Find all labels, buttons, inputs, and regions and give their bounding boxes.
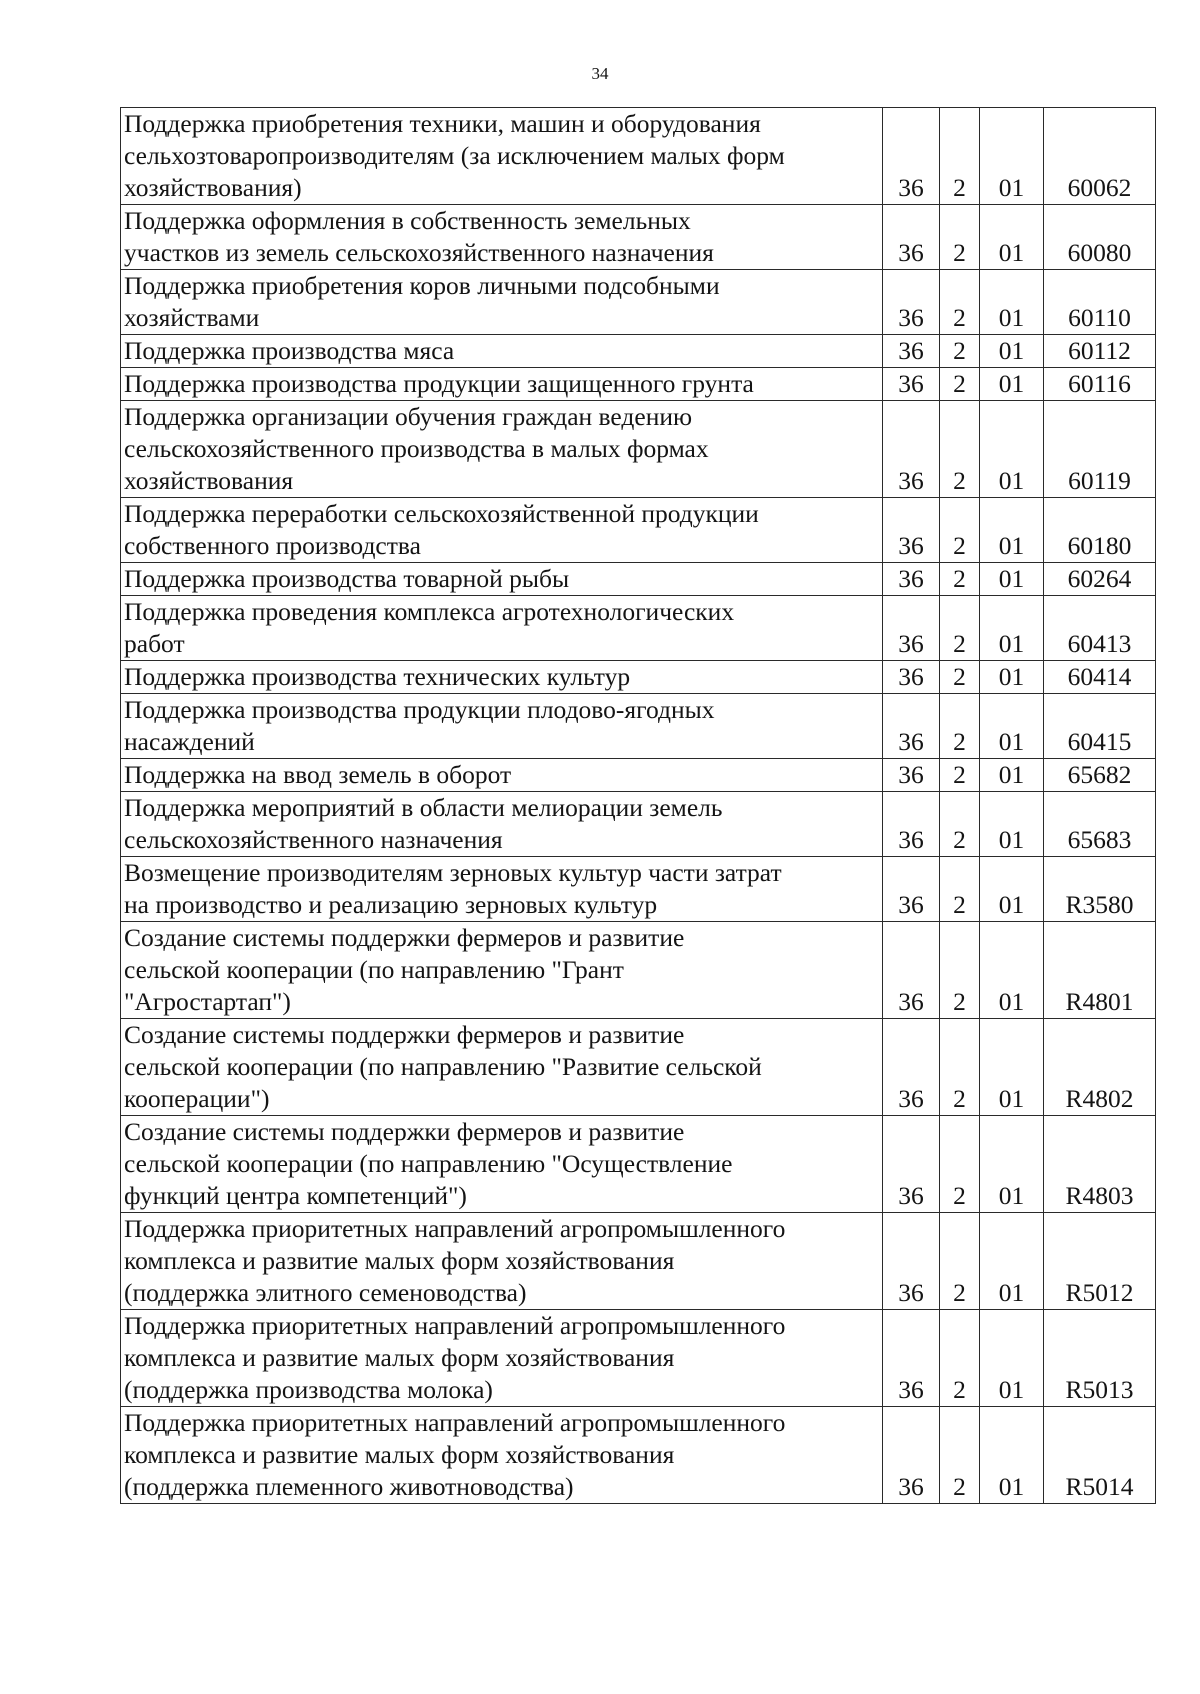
direction-code: R5012 [1044, 1213, 1156, 1310]
row-description [121, 1116, 883, 1213]
description-line: комплекса и развитие малых форм хозяйствования [124, 1343, 675, 1372]
event-code: 01 [980, 759, 1044, 792]
event-code: 01 [980, 1116, 1044, 1213]
subprogram-code: 2 [940, 401, 980, 498]
direction-code: 60264 [1044, 563, 1156, 596]
table-row [121, 1019, 1156, 1116]
event-code: 01 [980, 368, 1044, 401]
direction-code: 60180 [1044, 498, 1156, 563]
table-row [121, 792, 1156, 857]
budget-classification-table [120, 107, 1156, 1504]
table-row [121, 922, 1156, 1019]
direction-code: 60112 [1044, 335, 1156, 368]
direction-code: R4802 [1044, 1019, 1156, 1116]
event-code: 01 [980, 857, 1044, 922]
event-code: 01 [980, 596, 1044, 661]
description-line: Создание системы поддержки фермеров и развитие [124, 923, 685, 952]
row-description [121, 1213, 883, 1310]
description-line: Поддержка производства продукции плодово-ягодных [124, 695, 715, 724]
table-row [121, 596, 1156, 661]
program-code: 36 [883, 108, 940, 205]
event-code: 01 [980, 335, 1044, 368]
row-description [121, 759, 883, 792]
description-line: Возмещение производителям зерновых культур части затрат [124, 858, 782, 887]
table-row [121, 661, 1156, 694]
event-code: 01 [980, 401, 1044, 498]
event-code: 01 [980, 1019, 1044, 1116]
direction-code: R4801 [1044, 922, 1156, 1019]
description-line: Поддержка приоритетных направлений агропромышленного [124, 1214, 786, 1243]
row-description [121, 792, 883, 857]
description-line: (поддержка производства молока) [124, 1375, 493, 1404]
program-code: 36 [883, 857, 940, 922]
description-line: сельхозтоваропроизводителям (за исключением малых форм [124, 141, 785, 170]
direction-code: 65683 [1044, 792, 1156, 857]
subprogram-code: 2 [940, 1407, 980, 1504]
description-line: Поддержка приоритетных направлений агропромышленного [124, 1408, 786, 1437]
subprogram-code: 2 [940, 1116, 980, 1213]
direction-code: 60062 [1044, 108, 1156, 205]
program-code: 36 [883, 401, 940, 498]
program-code: 36 [883, 498, 940, 563]
description-line: (поддержка племенного животноводства) [124, 1472, 574, 1501]
description-line: сельскохозяйственного производства в малых формах [124, 434, 709, 463]
direction-code: 60413 [1044, 596, 1156, 661]
subprogram-code: 2 [940, 368, 980, 401]
description-line: хозяйствами [124, 303, 260, 332]
description-line: на производство и реализацию зерновых культур [124, 890, 658, 919]
row-description [121, 270, 883, 335]
table-row [121, 205, 1156, 270]
program-code: 36 [883, 694, 940, 759]
table-row [121, 1116, 1156, 1213]
row-description [121, 108, 883, 205]
subprogram-code: 2 [940, 335, 980, 368]
direction-code: 60110 [1044, 270, 1156, 335]
program-code: 36 [883, 205, 940, 270]
table-row [121, 1407, 1156, 1504]
row-description [121, 596, 883, 661]
event-code: 01 [980, 205, 1044, 270]
subprogram-code: 2 [940, 792, 980, 857]
event-code: 01 [980, 694, 1044, 759]
description-line: сельской кооперации (по направлению "Грант [124, 955, 624, 984]
direction-code: R3580 [1044, 857, 1156, 922]
event-code: 01 [980, 792, 1044, 857]
direction-code: R5014 [1044, 1407, 1156, 1504]
description-line: хозяйствования) [124, 173, 302, 202]
table-body [121, 108, 1156, 1504]
program-code: 36 [883, 1310, 940, 1407]
description-line: Поддержка производства мяса [124, 336, 455, 365]
description-line: Поддержка производства продукции защищенного грунта [124, 369, 754, 398]
table-row [121, 368, 1156, 401]
table-row [121, 563, 1156, 596]
description-line: кооперации") [124, 1084, 270, 1113]
program-code: 36 [883, 596, 940, 661]
table-row [121, 1213, 1156, 1310]
subprogram-code: 2 [940, 857, 980, 922]
program-code: 36 [883, 922, 940, 1019]
table-row [121, 335, 1156, 368]
description-line: Поддержка приобретения техники, машин и оборудования [124, 109, 761, 138]
description-line: сельскохозяйственного назначения [124, 825, 503, 854]
table-row [121, 1310, 1156, 1407]
row-description [121, 335, 883, 368]
description-line: Поддержка оформления в собственность земельных [124, 206, 691, 235]
description-line: "Агростартап") [124, 987, 291, 1016]
event-code: 01 [980, 108, 1044, 205]
program-code: 36 [883, 335, 940, 368]
subprogram-code: 2 [940, 1310, 980, 1407]
event-code: 01 [980, 922, 1044, 1019]
direction-code: 60116 [1044, 368, 1156, 401]
subprogram-code: 2 [940, 661, 980, 694]
event-code: 01 [980, 498, 1044, 563]
subprogram-code: 2 [940, 759, 980, 792]
description-line: Поддержка приобретения коров личными подсобными [124, 271, 720, 300]
row-description [121, 205, 883, 270]
direction-code: 65682 [1044, 759, 1156, 792]
row-description [121, 857, 883, 922]
description-line: участков из земель сельскохозяйственного назначения [124, 238, 714, 267]
table-row [121, 694, 1156, 759]
description-line: комплекса и развитие малых форм хозяйствования [124, 1440, 675, 1469]
description-line: Поддержка проведения комплекса агротехнологических [124, 597, 735, 626]
subprogram-code: 2 [940, 922, 980, 1019]
description-line: Поддержка мероприятий в области мелиорации земель [124, 793, 723, 822]
description-line: Создание системы поддержки фермеров и развитие [124, 1020, 685, 1049]
description-line: Поддержка приоритетных направлений агропромышленного [124, 1311, 786, 1340]
description-line: (поддержка элитного семеноводства) [124, 1278, 527, 1307]
event-code: 01 [980, 1213, 1044, 1310]
table-row [121, 108, 1156, 205]
description-line: сельской кооперации (по направлению "Развитие сельской [124, 1052, 762, 1081]
row-description [121, 368, 883, 401]
table-row [121, 857, 1156, 922]
program-code: 36 [883, 1019, 940, 1116]
program-code: 36 [883, 270, 940, 335]
table-row [121, 759, 1156, 792]
table-row [121, 401, 1156, 498]
description-line: Поддержка на ввод земель в оборот [124, 760, 512, 789]
subprogram-code: 2 [940, 563, 980, 596]
row-description [121, 661, 883, 694]
program-code: 36 [883, 759, 940, 792]
event-code: 01 [980, 270, 1044, 335]
program-code: 36 [883, 563, 940, 596]
program-code: 36 [883, 792, 940, 857]
description-line: работ [124, 629, 185, 658]
program-code: 36 [883, 368, 940, 401]
event-code: 01 [980, 563, 1044, 596]
row-description [121, 563, 883, 596]
subprogram-code: 2 [940, 270, 980, 335]
row-description [121, 401, 883, 498]
table-row [121, 498, 1156, 563]
row-description [121, 1019, 883, 1116]
description-line: Поддержка переработки сельскохозяйственной продукции [124, 499, 759, 528]
subprogram-code: 2 [940, 498, 980, 563]
description-line: хозяйствования [124, 466, 294, 495]
description-line: насаждений [124, 727, 255, 756]
event-code: 01 [980, 1407, 1044, 1504]
direction-code: R5013 [1044, 1310, 1156, 1407]
row-description [121, 922, 883, 1019]
subprogram-code: 2 [940, 596, 980, 661]
program-code: 36 [883, 1407, 940, 1504]
row-description [121, 498, 883, 563]
row-description [121, 694, 883, 759]
event-code: 01 [980, 661, 1044, 694]
direction-code: R4803 [1044, 1116, 1156, 1213]
description-line: Создание системы поддержки фермеров и развитие [124, 1117, 685, 1146]
subprogram-code: 2 [940, 108, 980, 205]
subprogram-code: 2 [940, 205, 980, 270]
table-row [121, 270, 1156, 335]
description-line: комплекса и развитие малых форм хозяйствования [124, 1246, 675, 1275]
direction-code: 60119 [1044, 401, 1156, 498]
event-code: 01 [980, 1310, 1044, 1407]
program-code: 36 [883, 1213, 940, 1310]
direction-code: 60415 [1044, 694, 1156, 759]
subprogram-code: 2 [940, 1213, 980, 1310]
description-line: сельской кооперации (по направлению "Осуществление [124, 1149, 733, 1178]
row-description [121, 1407, 883, 1504]
direction-code: 60414 [1044, 661, 1156, 694]
page-number: 34 [591, 64, 609, 83]
description-line: Поддержка производства технических культур [124, 662, 631, 691]
subprogram-code: 2 [940, 694, 980, 759]
row-description [121, 1310, 883, 1407]
description-line: функций центра компетенций") [124, 1181, 467, 1210]
description-line: Поддержка организации обучения граждан ведению [124, 402, 693, 431]
program-code: 36 [883, 661, 940, 694]
subprogram-code: 2 [940, 1019, 980, 1116]
direction-code: 60080 [1044, 205, 1156, 270]
program-code: 36 [883, 1116, 940, 1213]
description-line: Поддержка производства товарной рыбы [124, 564, 570, 593]
description-line: собственного производства [124, 531, 421, 560]
